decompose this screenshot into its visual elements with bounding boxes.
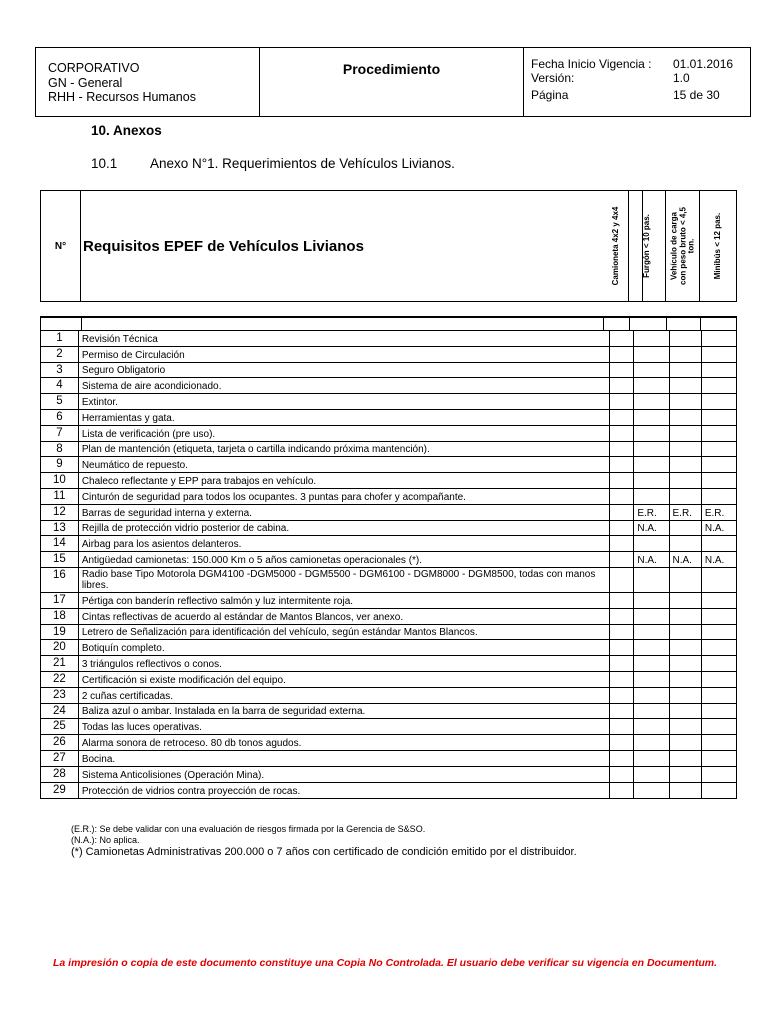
row-number: 21 bbox=[41, 656, 79, 671]
row-number: 14 bbox=[41, 536, 79, 551]
requirement-text: Rejilla de protección vidrio posterior de cabina. bbox=[79, 521, 610, 536]
row-number: 3 bbox=[41, 363, 79, 378]
applicability-cell bbox=[610, 735, 635, 750]
table-row bbox=[41, 704, 736, 720]
applicability-cell bbox=[634, 609, 669, 624]
table-body bbox=[41, 331, 736, 798]
row-number: 12 bbox=[41, 505, 79, 520]
column-header-line: con peso bruto < 4,5 bbox=[677, 206, 687, 286]
column-header-furgon bbox=[629, 191, 666, 301]
applicability-cell bbox=[702, 688, 736, 703]
applicability-cell bbox=[634, 656, 669, 671]
requirement-text: Baliza azul o ambar. Instalada en la barra de seguridad externa. bbox=[79, 704, 610, 719]
requirement-text: Antigüedad camionetas: 150.000 Km o 5 años camionetas operacionales (*). bbox=[79, 552, 610, 567]
applicability-cell bbox=[670, 521, 702, 536]
applicability-cell bbox=[610, 552, 635, 567]
table-row bbox=[41, 767, 736, 783]
row-number: 29 bbox=[41, 783, 79, 799]
applicability-cell bbox=[610, 783, 635, 799]
applicability-cell bbox=[634, 442, 669, 457]
applicability-cell bbox=[670, 735, 702, 750]
row-number: 22 bbox=[41, 672, 79, 687]
requirement-text: Herramientas y gata. bbox=[79, 410, 610, 425]
applicability-cell bbox=[670, 751, 702, 766]
row-number: 1 bbox=[41, 331, 79, 346]
applicability-cell bbox=[702, 363, 736, 378]
applicability-cell bbox=[610, 625, 635, 640]
table-row bbox=[41, 489, 736, 505]
applicability-cell bbox=[634, 347, 669, 362]
requirement-text: Alarma sonora de retroceso. 80 db tonos agudos. bbox=[79, 735, 610, 750]
applicability-cell bbox=[610, 536, 635, 551]
applicability-cell bbox=[670, 593, 702, 608]
table-row bbox=[41, 735, 736, 751]
row-number: 7 bbox=[41, 426, 79, 441]
applicability-cell bbox=[634, 640, 669, 655]
applicability-cell bbox=[634, 751, 669, 766]
applicability-cell bbox=[610, 442, 635, 457]
applicability-cell bbox=[702, 609, 736, 624]
document-header bbox=[35, 47, 751, 117]
applicability-cell bbox=[670, 426, 702, 441]
header-org-block bbox=[36, 48, 260, 116]
row-number: 20 bbox=[41, 640, 79, 655]
table-row bbox=[41, 783, 736, 799]
applicability-cell bbox=[634, 672, 669, 687]
applicability-cell: N.A. bbox=[704, 523, 725, 535]
applicability-cell bbox=[610, 457, 635, 472]
applicability-cell: N.A. bbox=[704, 554, 725, 566]
applicability-cell bbox=[702, 394, 736, 409]
applicability-cell bbox=[702, 410, 736, 425]
table-row bbox=[41, 394, 736, 410]
applicability-cell bbox=[610, 640, 635, 655]
applicability-cell bbox=[702, 426, 736, 441]
applicability-cell bbox=[634, 489, 669, 504]
applicability-cell bbox=[670, 625, 702, 640]
note-line: (*) Camionetas Administrativas 200.000 o 7 años con certificado de condición emitido por el distribuidor. bbox=[71, 846, 577, 858]
applicability-cell bbox=[634, 568, 669, 592]
table-row bbox=[41, 473, 736, 489]
requirement-text: Revisión Técnica bbox=[79, 331, 610, 346]
applicability-cell bbox=[634, 593, 669, 608]
row-number: 16 bbox=[41, 568, 79, 592]
applicability-cell bbox=[702, 751, 736, 766]
applicability-cell bbox=[702, 593, 736, 608]
applicability-cell bbox=[702, 473, 736, 488]
applicability-cell bbox=[702, 783, 736, 799]
table-row bbox=[41, 688, 736, 704]
applicability-cell bbox=[634, 473, 669, 488]
row-number: 5 bbox=[41, 394, 79, 409]
applicability-cell bbox=[670, 688, 702, 703]
applicability-cell bbox=[610, 410, 635, 425]
applicability-cell bbox=[634, 331, 669, 346]
row-number: 10 bbox=[41, 473, 79, 488]
applicability-cell bbox=[610, 363, 635, 378]
column-header-text bbox=[714, 213, 723, 279]
applicability-cell: E.R. bbox=[704, 507, 725, 519]
applicability-cell bbox=[610, 688, 635, 703]
applicability-cell bbox=[702, 640, 736, 655]
requirements-table bbox=[40, 316, 737, 799]
column-header-text bbox=[611, 207, 620, 286]
applicability-cell bbox=[670, 609, 702, 624]
subsection-text: Anexo N°1. Requerimientos de Vehículos Livianos. bbox=[150, 156, 455, 171]
requirement-text: Cinturón de seguridad para todos los ocupantes. 3 puntas para chofer y acompañante. bbox=[79, 489, 610, 504]
table-row bbox=[41, 640, 736, 656]
section-title: 10. Anexos bbox=[91, 123, 162, 138]
applicability-cell bbox=[702, 347, 736, 362]
table-row bbox=[41, 552, 736, 568]
header-meta-row bbox=[531, 71, 750, 85]
applicability-cell bbox=[610, 751, 635, 766]
applicability-cell bbox=[702, 719, 736, 734]
meta-value: 15 de 30 bbox=[673, 88, 720, 102]
applicability-cell bbox=[610, 767, 635, 782]
applicability-cell bbox=[670, 656, 702, 671]
row-number: 11 bbox=[41, 489, 79, 504]
requirement-text: Letrero de Señalización para identificación del vehículo, según estándar Mantos Blancos. bbox=[79, 625, 610, 640]
table-row bbox=[41, 719, 736, 735]
table-row bbox=[41, 751, 736, 767]
applicability-cell bbox=[702, 767, 736, 782]
table-row bbox=[41, 593, 736, 609]
column-header-text bbox=[643, 214, 652, 278]
applicability-cell bbox=[634, 410, 669, 425]
applicability-cell bbox=[702, 378, 736, 393]
applicability-cell bbox=[702, 704, 736, 719]
row-number: 24 bbox=[41, 704, 79, 719]
table-row bbox=[41, 568, 736, 593]
column-number-header: N° bbox=[41, 191, 81, 301]
applicability-cell bbox=[702, 672, 736, 687]
meta-value: 1.0 bbox=[673, 71, 690, 85]
applicability-cell bbox=[670, 442, 702, 457]
applicability-cell bbox=[702, 568, 736, 592]
header-org-line: CORPORATIVO bbox=[48, 61, 140, 75]
applicability-cell bbox=[702, 656, 736, 671]
applicability-cell bbox=[610, 505, 635, 520]
requirements-table-header bbox=[40, 190, 737, 302]
applicability-cell bbox=[634, 394, 669, 409]
applicability-cell bbox=[670, 378, 702, 393]
requirement-text: Permiso de Circulación bbox=[79, 347, 610, 362]
requirement-text: Botiquín completo. bbox=[79, 640, 610, 655]
table-row bbox=[41, 672, 736, 688]
column-header-line: Vehículo de carga bbox=[668, 211, 678, 281]
row-number: 4 bbox=[41, 378, 79, 393]
applicability-cell: N.A. bbox=[634, 521, 669, 536]
requirement-text: Radio base Tipo Motorola DGM4100 -DGM5000 - DGM5500 - DGM6100 - DGM8000 - DGM8500, todas con manos libres. bbox=[79, 568, 610, 592]
table-notes bbox=[71, 824, 577, 859]
applicability-cell bbox=[670, 783, 702, 799]
applicability-cell bbox=[670, 331, 702, 346]
applicability-cell bbox=[670, 347, 702, 362]
row-number: 28 bbox=[41, 767, 79, 782]
table-row bbox=[41, 536, 736, 552]
requirement-text: 2 cuñas certificadas. bbox=[79, 688, 610, 703]
applicability-cell bbox=[610, 521, 635, 536]
applicability-cell bbox=[670, 672, 702, 687]
applicability-cell bbox=[610, 347, 635, 362]
table-title: Requisitos EPEF de Vehículos Livianos bbox=[81, 191, 643, 301]
applicability-cell bbox=[610, 568, 635, 592]
applicability-cell bbox=[634, 719, 669, 734]
applicability-cell bbox=[670, 363, 702, 378]
table-row bbox=[41, 609, 736, 625]
applicability-cell bbox=[634, 704, 669, 719]
applicability-cell bbox=[610, 719, 635, 734]
requirement-text: Chaleco reflectante y EPP para trabajos en vehículo. bbox=[79, 473, 610, 488]
applicability-cell bbox=[634, 783, 669, 799]
applicability-cell bbox=[702, 489, 736, 504]
row-number: 6 bbox=[41, 410, 79, 425]
column-header-minibus bbox=[700, 191, 736, 301]
header-meta-block bbox=[524, 48, 750, 125]
applicability-cell bbox=[702, 331, 736, 346]
requirement-text: Todas las luces operativas. bbox=[79, 719, 610, 734]
applicability-cell bbox=[610, 609, 635, 624]
applicability-cell bbox=[670, 473, 702, 488]
applicability-cell bbox=[670, 640, 702, 655]
column-header-text bbox=[670, 207, 696, 285]
applicability-cell bbox=[610, 593, 635, 608]
applicability-cell bbox=[670, 704, 702, 719]
applicability-cell bbox=[610, 704, 635, 719]
row-number: 25 bbox=[41, 719, 79, 734]
requirement-text: Pértiga con banderín reflectivo salmón y luz intermitente roja. bbox=[79, 593, 610, 608]
row-number: 13 bbox=[41, 521, 79, 536]
row-number: 26 bbox=[41, 735, 79, 750]
applicability-cell: N.A. bbox=[670, 552, 702, 567]
row-number: 19 bbox=[41, 625, 79, 640]
requirement-text: Lista de verificación (pre uso). bbox=[79, 426, 610, 441]
requirement-text: Extintor. bbox=[79, 394, 610, 409]
applicability-cell bbox=[670, 410, 702, 425]
applicability-cell bbox=[702, 457, 736, 472]
requirement-text: Certificación si existe modificación del equipo. bbox=[79, 672, 610, 687]
applicability-cell bbox=[634, 625, 669, 640]
applicability-cell bbox=[670, 719, 702, 734]
note-line: (N.A.): No aplica. bbox=[71, 835, 140, 845]
table-row bbox=[41, 656, 736, 672]
table-row bbox=[41, 625, 736, 641]
table-row bbox=[41, 410, 736, 426]
requirement-text: Barras de seguridad interna y externa. bbox=[79, 505, 610, 520]
subsection-number: 10.1 bbox=[91, 156, 118, 171]
applicability-cell bbox=[670, 536, 702, 551]
table-row bbox=[41, 505, 736, 521]
column-header-camioneta bbox=[603, 191, 629, 301]
applicability-cell bbox=[702, 442, 736, 457]
table-row bbox=[41, 521, 736, 537]
table-row bbox=[41, 442, 736, 458]
applicability-cell bbox=[610, 489, 635, 504]
applicability-cell: E.R. bbox=[670, 505, 702, 520]
row-number: 2 bbox=[41, 347, 79, 362]
row-number: 17 bbox=[41, 593, 79, 608]
table-row bbox=[41, 457, 736, 473]
meta-label: Página bbox=[531, 88, 569, 102]
row-number: 18 bbox=[41, 609, 79, 624]
column-header-line: Minibús < 12 pas. bbox=[712, 212, 722, 280]
applicability-cell bbox=[670, 767, 702, 782]
requirement-text: Plan de mantención (etiqueta, tarjeta o cartilla indicando próxima mantención). bbox=[79, 442, 610, 457]
applicability-cell: E.R. bbox=[634, 505, 669, 520]
applicability-cell bbox=[610, 394, 635, 409]
meta-label: Versión: bbox=[531, 71, 575, 85]
applicability-cell bbox=[670, 394, 702, 409]
requirement-text: Cintas reflectivas de acuerdo al estándar de Mantos Blancos, ver anexo. bbox=[79, 609, 610, 624]
applicability-cell bbox=[634, 688, 669, 703]
header-meta-row bbox=[531, 88, 750, 102]
row-number: 23 bbox=[41, 688, 79, 703]
requirement-text: Neumático de repuesto. bbox=[79, 457, 610, 472]
applicability-cell bbox=[634, 426, 669, 441]
uncontrolled-copy-notice: La impresión o copia de este documento constituye una Copia No Controlada. El usuario debe verificar su vigencia en Documentum. bbox=[53, 957, 717, 969]
table-row bbox=[41, 378, 736, 394]
requirement-text: Bocina. bbox=[79, 751, 610, 766]
header-org-line: RHH - Recursos Humanos bbox=[48, 90, 196, 104]
column-header-line: Furgón < 10 pas. bbox=[641, 214, 651, 278]
applicability-cell bbox=[610, 331, 635, 346]
applicability-cell bbox=[610, 656, 635, 671]
applicability-cell bbox=[634, 457, 669, 472]
applicability-cell bbox=[702, 536, 736, 551]
applicability-cell bbox=[610, 426, 635, 441]
table-row bbox=[41, 363, 736, 379]
applicability-cell bbox=[702, 625, 736, 640]
applicability-cell bbox=[634, 767, 669, 782]
requirement-text: Airbag para los asientos delanteros. bbox=[79, 536, 610, 551]
table-spacer-row bbox=[41, 318, 736, 331]
applicability-cell bbox=[610, 672, 635, 687]
note-line: (E.R.): Se debe validar con una evaluación de riesgos firmada por la Gerencia de S&SO. bbox=[71, 824, 426, 834]
header-doc-type: Procedimiento bbox=[260, 48, 524, 116]
table-row bbox=[41, 347, 736, 363]
applicability-cell bbox=[610, 473, 635, 488]
applicability-cell bbox=[634, 363, 669, 378]
row-number: 15 bbox=[41, 552, 79, 567]
applicability-cell bbox=[634, 735, 669, 750]
applicability-cell bbox=[670, 568, 702, 592]
requirement-text: 3 triángulos reflectivos o conos. bbox=[79, 656, 610, 671]
table-row bbox=[41, 426, 736, 442]
requirement-text: Sistema Anticolisiones (Operación Mina). bbox=[79, 767, 610, 782]
requirement-text: Sistema de aire acondicionado. bbox=[79, 378, 610, 393]
applicability-cell bbox=[702, 735, 736, 750]
applicability-cell: N.A. bbox=[634, 552, 669, 567]
meta-label: Fecha Inicio Vigencia : bbox=[531, 57, 652, 71]
requirement-text: Seguro Obligatorio bbox=[79, 363, 610, 378]
subsection-title bbox=[91, 156, 455, 171]
column-header-line: Camioneta 4x2 y 4x4 bbox=[610, 206, 620, 286]
applicability-cell bbox=[610, 378, 635, 393]
applicability-cell bbox=[670, 489, 702, 504]
column-header-vehiculo-carga bbox=[666, 191, 700, 301]
header-meta-row bbox=[531, 57, 750, 71]
row-number: 9 bbox=[41, 457, 79, 472]
header-org-line: GN - General bbox=[48, 75, 123, 90]
row-number: 27 bbox=[41, 751, 79, 766]
column-header-line: ton. bbox=[685, 238, 695, 254]
meta-value: 01.01.2016 bbox=[673, 57, 734, 71]
applicability-cell bbox=[634, 536, 669, 551]
applicability-cell bbox=[670, 457, 702, 472]
applicability-cell bbox=[634, 378, 669, 393]
table-row bbox=[41, 331, 736, 347]
row-number: 8 bbox=[41, 442, 79, 457]
requirement-text: Protección de vidrios contra proyección de rocas. bbox=[79, 783, 610, 799]
